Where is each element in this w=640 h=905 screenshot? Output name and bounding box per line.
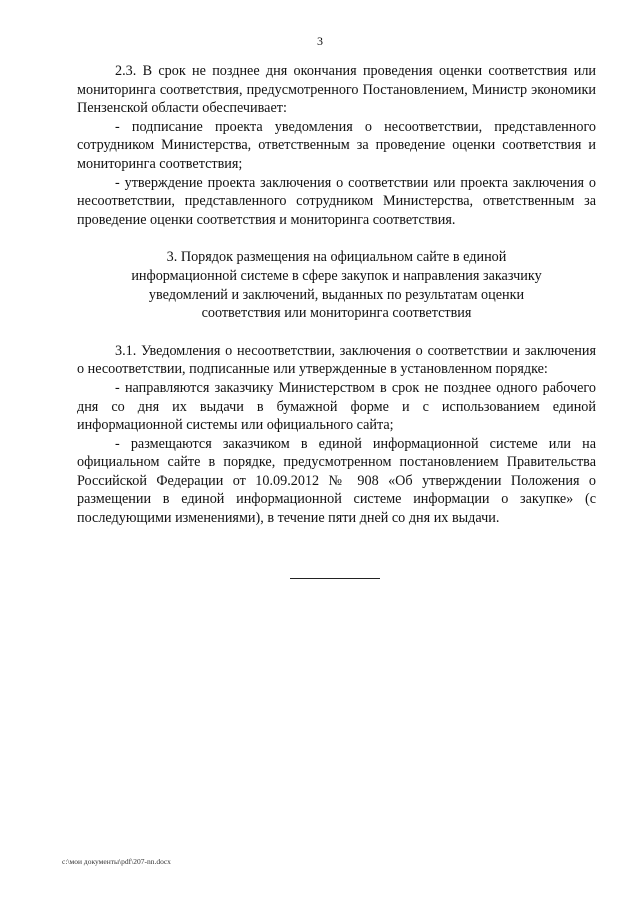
list-item: - направляются заказчику Министерством в срок не позднее одного рабочего дня со дня их выдачи в бумажной форме и с использованием единой информационной системы или официального сайта; xyxy=(77,379,596,434)
heading-line: соответствия или мониторинга соответствия xyxy=(201,305,472,322)
heading-line: информационной системе в сфере закупок и направления заказчику xyxy=(131,267,542,284)
list-item: - утверждение проекта заключения о соответствии или проекта заключения о несоответствии, представленного сотрудником Министерства, ответственным за проведение оценки соответствия и мониторинга соответствия. xyxy=(77,174,596,228)
page-number: 3 xyxy=(317,34,323,48)
paragraph-3-1: 3.1. Уведомления о несоответствии, заключения о соответствии и заключения о несоответствии, подписанные или утвержденные в установленном порядке: xyxy=(77,342,596,378)
heading-line: уведомлений и заключений, выданных по результатам оценки xyxy=(148,286,525,303)
list-item: - подписание проекта уведомления о несоответствии, представленного сотрудником Министерства, ответственным за проведение оценки соответствия и мониторинга соответствия; xyxy=(77,118,596,172)
document-body xyxy=(77,62,596,528)
paragraph-2-3: 2.3. В срок не позднее дня окончания проведения оценки соответствия или мониторинга соответствия, предусмотренного Постановлением, Министр экономики Пензенской области обеспечивает: xyxy=(77,63,596,117)
end-separator-line xyxy=(290,578,380,579)
footer-file-path: c:\мои документы\pdf\207-nn.docx xyxy=(62,857,171,866)
list-item: - размещаются заказчиком в единой информационной системе или на официальном сайте в порядке, предусмотренном постановлением Правительства Российской Федерации от 10.09.2012 № 908 «Об утверждении Положения о размещении в единой информационной системе информации о закупке» (с последующими изменениями), в течение пяти дней со дня их выдачи. xyxy=(77,435,596,527)
section-3-heading xyxy=(77,248,596,322)
heading-line: 3. Порядок размещения на официальном сайте в единой xyxy=(166,249,507,266)
